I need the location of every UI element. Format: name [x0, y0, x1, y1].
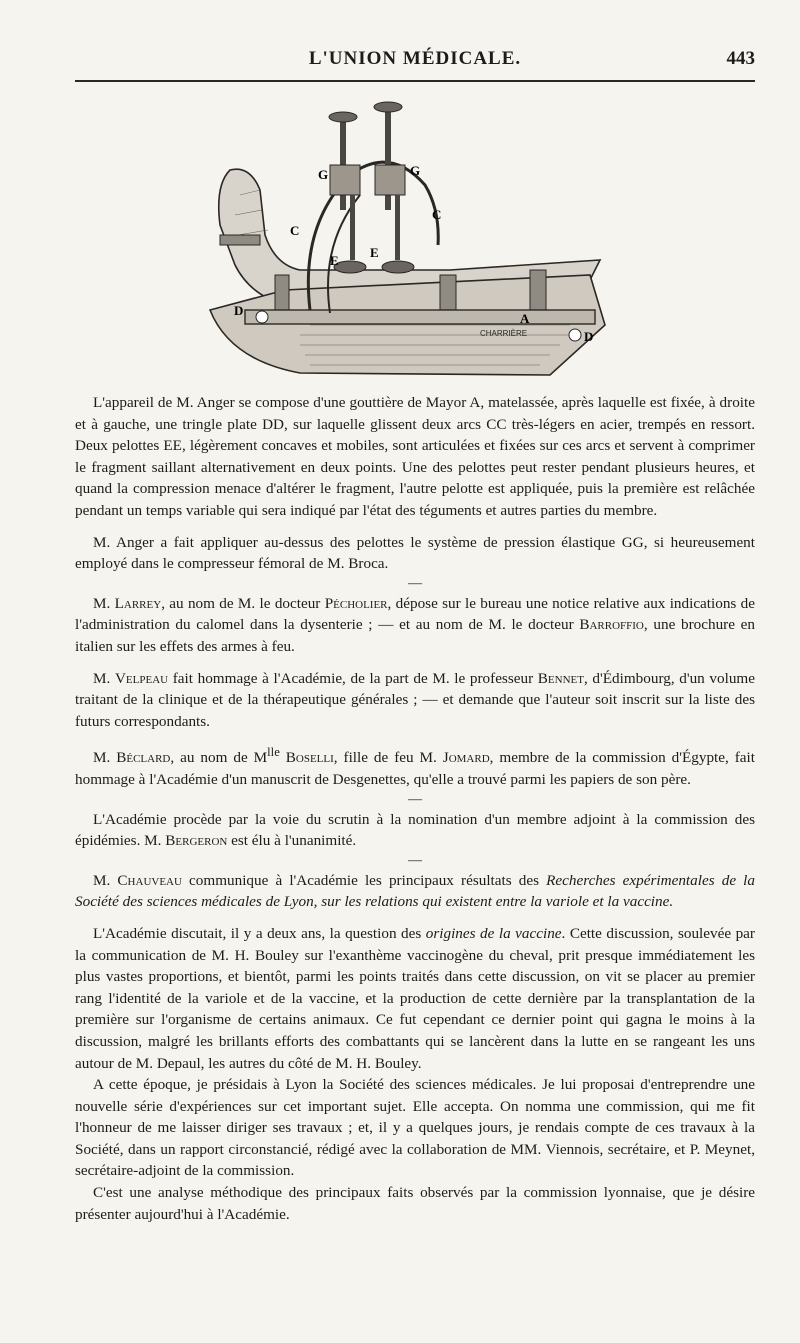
paragraph-chauveau: M. Chauveau communique à l'Académie les principaux résultats des Recherches expérimentales de la Société des sciences médicales de Lyon, sur les relations qui existent entre la variole et la vaccine.	[75, 871, 755, 911]
paragraph-analysis: C'est une analyse méthodique des principaux faits observés par la commission lyonnaise, que je désire présenter aujourd'hui à l'Académie.	[75, 1184, 755, 1223]
running-title: L'UNION MÉDICALE.	[308, 48, 522, 69]
article-body	[75, 392, 755, 1225]
separator-1: —	[408, 575, 422, 591]
paragraph-scrutin: L'Académie procède par la voie du scrutin à la nomination d'un membre adjoint à la commission des épidémies. M. Bergeron est élu à l'unanimité.	[75, 810, 755, 850]
pad-rod-right	[395, 195, 400, 260]
strap-3	[440, 275, 456, 315]
paragraph-apparatus: L'appareil de M. Anger se compose d'une gouttière de Mayor A, matelassée, après laquelle est fixée, à droite et à gauche, une tringle plate DD, sur laquelle glissent deux arcs CC très-légers en acier, trempés en ressort. Deux pelottes EE, légèrement concaves et mobiles, sont articulées et fixées sur ces arcs et servent à comprimer le fragment saillant alternativement en deux points. Une des pelottes peut rester pendant plusieurs heures, et quand la compression menace d'altérer le fragment, l'autre pelotte est appliquée, puis la première est relâchée pendant un temps variable qui sera indiqué par l'état des téguments et autres parties du membre.	[75, 394, 755, 519]
knob-left	[329, 112, 357, 122]
pad-right	[382, 261, 414, 273]
paragraph-beclard: M. Béclard, au nom de $M^{lle}$ Boselli, fille de feu M. Jomard, membre de la commission d'Égypte, fait hommage à l'Académie d'un manuscrit de Desgenettes, qu'elle a trouvé parmi les papiers de son père.	[75, 745, 755, 788]
paragraph-lyon: A cette époque, je présidais à Lyon la Société des sciences médicales. Je lui proposai d'entreprendre une nouvelle série d'expériences sur cet important sujet. Elle accepta. On nomma une commission, qui me fit l'honneur de me laisser diriger ses travaux ; et, il y a quelques jours, je rendais compte de ces travaux à la Société, dans un rapport circonstancié, rédigé avec la collaboration de MM. Viennois, secrétaire, et P. Meynet, secrétaire-adjoint de la commission.	[75, 1076, 755, 1180]
paragraph-velpeau: M. Velpeau fait hommage à l'Académie, de la part de M. le professeur Bennet, d'Édimbourg, d'un volume traitant de la clinique et de la thérapeutique générales ; — et demande que l'auteur soit inscrit sur la liste des futurs correspondants.	[75, 669, 755, 730]
paragraph-elastic-pressure: M. Anger a fait appliquer au-dessus des pelottes le système de pression élastique GG, si heureusement employé dans le compresseur fémoral de M. Broca.	[75, 533, 755, 573]
label-e-right: E	[370, 245, 379, 260]
post-left	[340, 115, 346, 210]
paragraph-discussion: L'Académie discutait, il y a deux ans, la question des origines de la vaccine. Cette discussion, soulevée par la communication de M. H. Bouley sur l'exanthème vaccinogène du cheval, prit presque immédiatement les plus vastes proportions, et bientôt, parmi les points traités dans cette discussion, on vit se placer au premier rang l'identité de la variole et de la vaccine, et la production de cette dernière par la transplantation de la première sur l'organisme de certains animaux. Ce fut cependant ce dernier point qui gagna le moins à la discussion, malgré les brillants efforts des combattants qui se lancèrent dans la lutte en se rangeant les uns autour de M. Depaul, les autres du côté de M. H. Bouley.	[75, 924, 755, 1072]
pad-left	[334, 261, 366, 273]
rod-screw-1	[256, 311, 268, 323]
separator-2: —	[408, 791, 422, 807]
page-number: 443	[726, 48, 755, 69]
label-c-left: C	[290, 223, 300, 238]
header-rule	[75, 80, 755, 82]
block-right	[375, 165, 405, 195]
anger-apparatus-illustration	[190, 95, 620, 385]
maker-mark: CHARRIÈRE	[480, 329, 528, 338]
strap-4	[530, 270, 546, 310]
label-e-left: E	[330, 253, 339, 268]
strap-2	[275, 275, 289, 315]
strap-1	[220, 235, 260, 245]
flat-rod	[245, 310, 595, 324]
label-g-right: G	[410, 163, 421, 178]
rod-screw-2	[569, 329, 581, 341]
label-g-left: G	[318, 167, 329, 182]
pad-rod-left	[350, 195, 355, 260]
label-d-left: D	[234, 303, 244, 318]
separator-3: —	[408, 852, 422, 868]
block-left	[330, 165, 360, 195]
label-a: A	[520, 311, 530, 326]
page-header	[75, 48, 755, 78]
paragraph-larrey: M. Larrey, au nom de M. le docteur Pécholier, dépose sur le bureau une notice relative aux indications de l'administration du calomel dans la dysenterie ; — et au nom de M. le docteur Barroffio, une brochure en italien sur les effets des armes à feu.	[75, 594, 755, 655]
knob-right	[374, 102, 402, 112]
label-c-right: C	[432, 207, 442, 222]
label-d-right: D	[584, 329, 594, 344]
